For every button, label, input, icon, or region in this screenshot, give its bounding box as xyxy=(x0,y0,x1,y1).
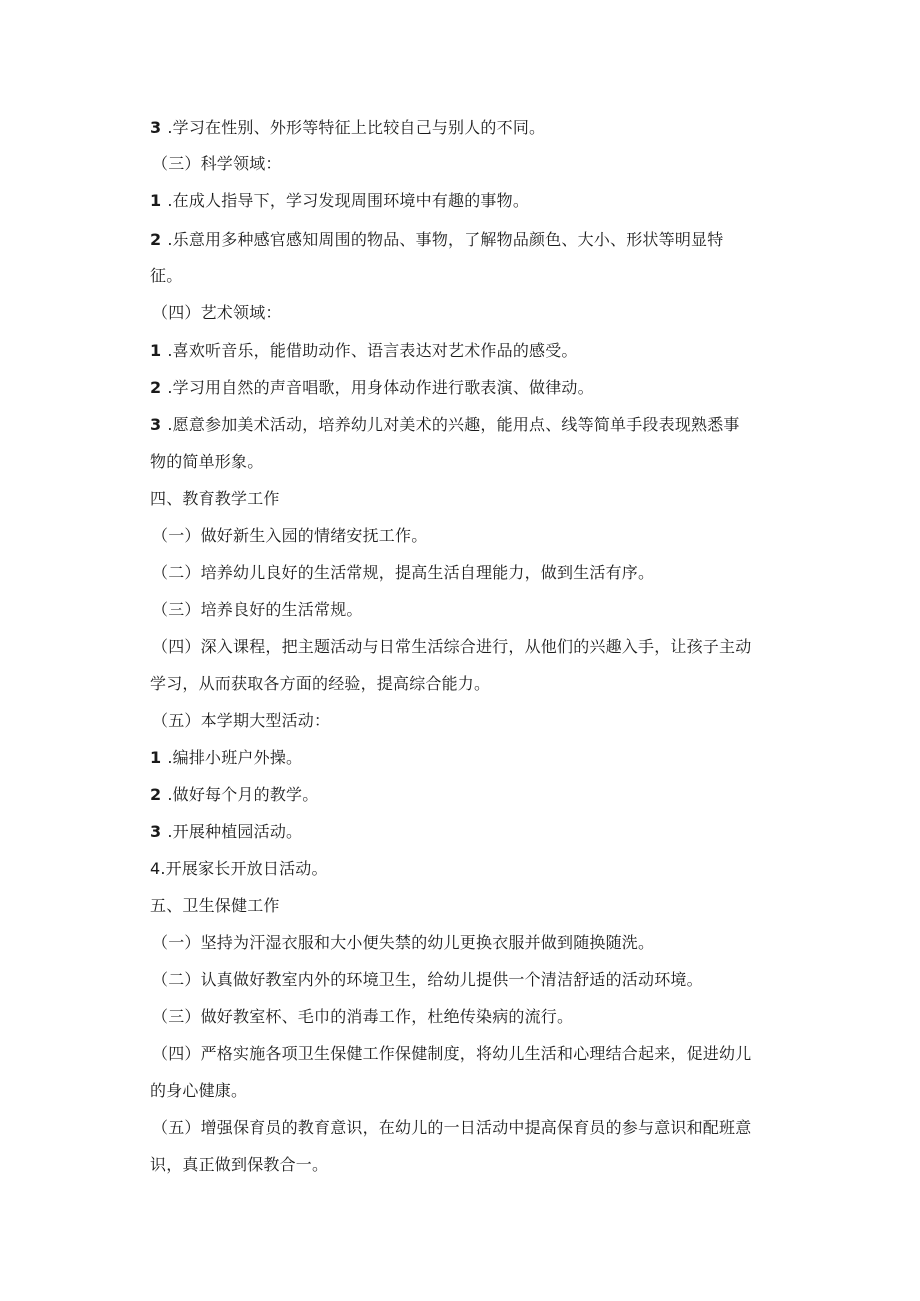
item-text: .喜欢听音乐，能借助动作、语言表达对艺术作品的感受。 xyxy=(167,341,578,360)
item-3-gender-appearance xyxy=(150,118,545,138)
item-number: 3 xyxy=(150,118,162,137)
activity-2 xyxy=(150,785,318,805)
heading-text: （四）艺术领域： xyxy=(152,303,282,322)
heading-art-domain xyxy=(152,303,282,323)
item-text: （二）培养幼儿良好的生活常规，提高生活自理能力，做到生活有序。 xyxy=(152,563,655,582)
item-1-explore-environment xyxy=(150,191,529,211)
teaching-item-1 xyxy=(152,526,427,546)
teaching-item-5 xyxy=(152,711,330,731)
item-text: .开展种植园活动。 xyxy=(167,822,303,841)
item-2-singing xyxy=(150,378,594,398)
item-number: 1 xyxy=(150,748,162,767)
item-3-art-activities-continued xyxy=(150,452,263,472)
item-text: （三）做好教室杯、毛巾的消毒工作，杜绝传染病的流行。 xyxy=(152,1007,574,1026)
item-text: .学习在性别、外形等特征上比较自己与别人的不同。 xyxy=(167,118,546,137)
item-text: （一）坚持为汗湿衣服和大小便失禁的幼儿更换衣服并做到随换随洗。 xyxy=(152,933,655,952)
item-number: 3 xyxy=(150,822,162,841)
item-text: .在成人指导下，学习发现周围环境中有趣的事物。 xyxy=(167,191,530,210)
item-text: 学习，从而获取各方面的经验，提高综合能力。 xyxy=(150,674,491,693)
item-text: （五）增强保育员的教育意识，在幼儿的一日活动中提高保育员的参与意识和配班意 xyxy=(152,1118,752,1137)
item-text: 识，真正做到保教合一。 xyxy=(150,1155,329,1174)
item-text: （一）做好新生入园的情绪安抚工作。 xyxy=(152,526,428,545)
heading-science-domain xyxy=(152,154,282,174)
teaching-item-2 xyxy=(152,563,654,583)
item-text: .编排小班户外操。 xyxy=(167,748,303,767)
health-item-5-continued xyxy=(150,1155,328,1175)
item-3-art-activities xyxy=(150,415,740,435)
health-item-1 xyxy=(152,933,654,953)
item-text: .愿意参加美术活动，培养幼儿对美术的兴趣，能用点、线等简单手段表现熟悉事 xyxy=(167,415,740,434)
item-text: （四）深入课程，把主题活动与日常生活综合进行，从他们的兴趣入手，让孩子主动 xyxy=(152,637,752,656)
item-text: 4.开展家长开放日活动。 xyxy=(150,859,328,878)
section-title: 五、卫生保健工作 xyxy=(150,896,280,915)
section-heading-teaching xyxy=(150,489,280,509)
item-text: .学习用自然的声音唱歌，用身体动作进行歌表演、做律动。 xyxy=(167,378,594,397)
item-text: （五）本学期大型活动： xyxy=(152,711,331,730)
item-2-senses xyxy=(150,230,723,250)
item-2-senses-continued xyxy=(150,266,182,286)
item-number: 3 xyxy=(150,415,162,434)
item-text: .乐意用多种感官感知周围的物品、事物，了解物品颜色、大小、形状等明显特 xyxy=(167,230,724,249)
item-number: 1 xyxy=(150,191,162,210)
heading-text: （三）科学领域： xyxy=(152,154,282,173)
item-number: 2 xyxy=(150,785,162,804)
activity-4 xyxy=(150,859,328,879)
item-text: （三）培养良好的生活常规。 xyxy=(152,600,363,619)
item-1-music xyxy=(150,341,578,361)
item-text: 物的简单形象。 xyxy=(150,452,264,471)
item-text: （四）严格实施各项卫生保健工作保健制度，将幼儿生活和心理结合起来，促进幼儿 xyxy=(152,1044,752,1063)
teaching-item-4 xyxy=(152,637,751,657)
teaching-item-3 xyxy=(152,600,363,620)
activity-1 xyxy=(150,748,302,768)
health-item-4-continued xyxy=(150,1081,247,1101)
item-text: 征。 xyxy=(150,266,183,285)
item-number: 1 xyxy=(150,341,162,360)
health-item-3 xyxy=(152,1007,573,1027)
item-text: .做好每个月的教学。 xyxy=(167,785,319,804)
item-number: 2 xyxy=(150,230,162,249)
activity-3 xyxy=(150,822,302,842)
item-text: 的身心健康。 xyxy=(150,1081,248,1100)
item-text: （二）认真做好教室内外的环境卫生，给幼儿提供一个清洁舒适的活动环境。 xyxy=(152,970,703,989)
section-title: 四、教育教学工作 xyxy=(150,489,280,508)
health-item-4 xyxy=(152,1044,751,1064)
teaching-item-4-continued xyxy=(150,674,490,694)
item-number: 2 xyxy=(150,378,162,397)
health-item-5 xyxy=(152,1118,751,1138)
section-heading-health xyxy=(150,896,280,916)
health-item-2 xyxy=(152,970,703,990)
